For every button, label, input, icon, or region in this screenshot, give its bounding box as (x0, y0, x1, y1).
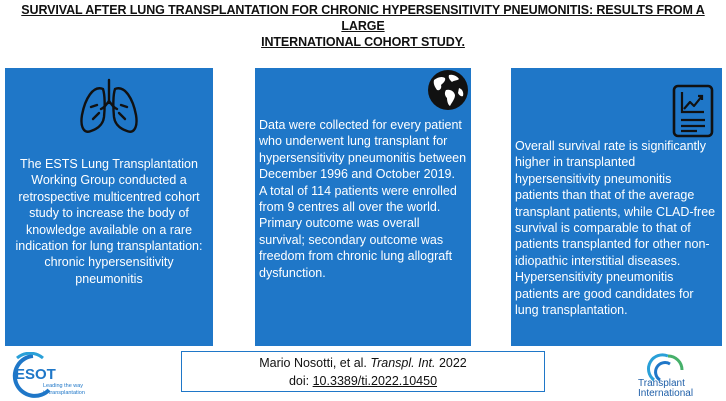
page-title (0, 2, 726, 50)
citation-year: 2022 (438, 356, 467, 370)
panel-left-text: The ESTS Lung Transplantation Working Group conducted a retrospective multicentred cohort study to increase the body of knowledge available on a rare indication for lung transplantation: chronic hypersensitivity pneumonitis (15, 157, 203, 286)
methods-paragraph-1: Data were collected for every patient who underwent lung transplant for hypersensitivity pneumonitis between December 1996 and October 2019. (259, 118, 467, 182)
citation-line-2 (182, 372, 544, 390)
citation-line-1 (182, 354, 544, 372)
esot-logo-name: ESOT (15, 366, 56, 383)
transplant-international-line-1: Transplant (638, 378, 685, 389)
lungs-icon (77, 77, 141, 139)
doi-label: doi: (288, 374, 310, 388)
panel-middle-text (259, 117, 467, 281)
doi-link[interactable]: 10.3389/ti.2022.10450 (312, 374, 438, 388)
methods-paragraph-3: Primary outcome was overall survival; secondary outcome was freedom from chronic lung allograft dysfunction. (259, 216, 453, 280)
chart-report-icon (671, 84, 715, 138)
title-line-2: INTERNATIONAL COHORT STUDY. (261, 35, 465, 49)
citation-authors: Mario Nosotti, et al. (259, 356, 367, 370)
esot-logo-tagline-2: in transplantation (43, 390, 85, 396)
citation-box (181, 351, 545, 392)
transplant-international-line-2: International (638, 388, 694, 399)
transplant-international-logo (638, 352, 724, 399)
panel-methods (255, 68, 471, 346)
panel-study-design (5, 68, 213, 346)
title-line-1: SURVIVAL AFTER LUNG TRANSPLANTATION FOR CHRONIC HYPERSENSITIVITY PNEUMONITIS: RESULTS FROM A LARGE (21, 3, 705, 33)
methods-paragraph-2: A total of 114 patients were enrolled from 9 centres all over the world. (259, 183, 457, 215)
globe-icon (426, 68, 470, 112)
panel-right-text: Overall survival rate is significantly higher in transplanted hypersensitivity pneumonitis patients than that of the average transplant patients, while CLAD-free survival is comparable to that of patients transplanted for other non-idiopathic interstitial diseases. Hypersensitivity pneumonitis patients are good candidates for lung transplantation. (515, 139, 716, 318)
panel-results (511, 68, 722, 346)
esot-logo (3, 352, 83, 398)
citation-journal: Transpl. Int. (370, 356, 436, 370)
esot-logo-tagline-1: Leading the way (43, 383, 84, 389)
